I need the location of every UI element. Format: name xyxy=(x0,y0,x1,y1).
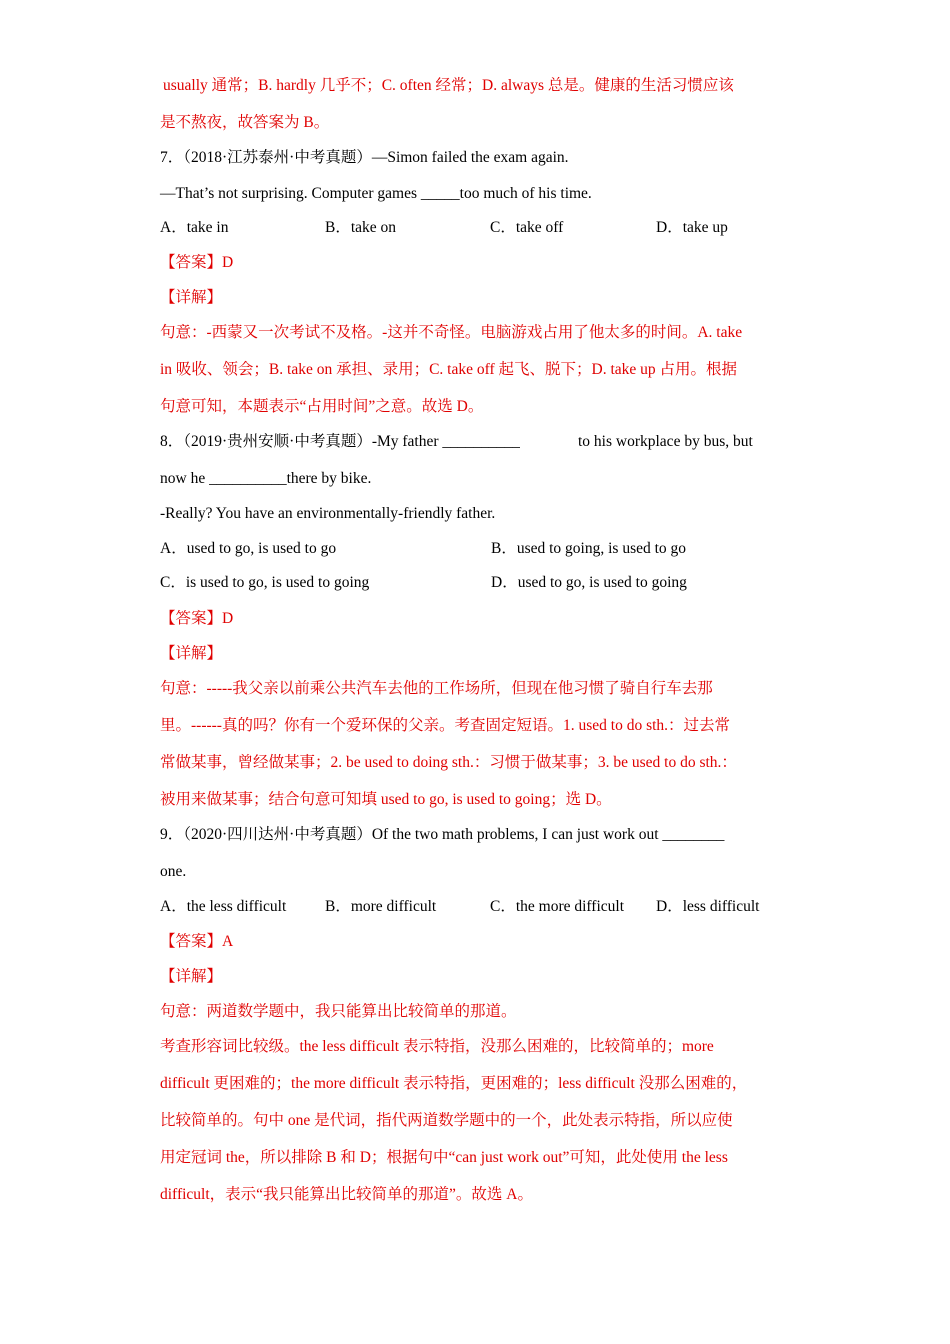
q9-stem-line-1: 9．（2020·四川达州·中考真题）Of the two math problems, I can just work out ________ xyxy=(160,826,725,843)
q8-explanation-line-3: 常做某事，曾经做某事；2. be used to doing sth.：习惯于做某事；3. be used to do sth.： xyxy=(160,754,737,771)
q8-stem-line-2: now he __________there by bike. xyxy=(160,470,372,487)
q7-option-a: A．take in xyxy=(160,219,229,236)
q9-explanation-line-5: 用定冠词 the，所以排除 B 和 D；根据句中“can just work out”可知，此处使用 the less xyxy=(160,1149,728,1166)
q9-detail-label: 【详解】 xyxy=(160,968,223,985)
q8-option-b: B．used to going, is used to go xyxy=(491,540,687,557)
q9-explanation-line-3: difficult 更困难的；the more difficult 表示特指，更困难的；less difficult 没那么困难的， xyxy=(160,1075,748,1092)
q8-explanation-line-2: 里。------真的吗？你有一个爱环保的父亲。考查固定短语。1. used to do sth.：过去常 xyxy=(160,717,731,734)
q9-explanation-line-2: 考查形容词比较级。the less difficult 表示特指，没那么困难的，比较简单的；more xyxy=(160,1038,714,1055)
q9-stem-line-2: one. xyxy=(160,863,187,880)
q8-explanation-line-4: 被用来做某事；结合句意可知填 used to go, is used to going；选 D。 xyxy=(160,791,612,808)
q8-stem-line-3: -Really? You have an environmentally-friendly father. xyxy=(160,505,496,522)
q7-option-d: D．take up xyxy=(656,219,728,236)
q9-explanation-line-6: difficult，表示“我只能算出比较简单的那道”。故选 A。 xyxy=(160,1186,533,1203)
q8-option-a: A．used to go, is used to go xyxy=(160,540,337,557)
q8-answer: 【答案】D xyxy=(160,610,234,627)
q9-option-b: B．more difficult xyxy=(325,898,437,915)
q9-option-a: A．the less difficult xyxy=(160,898,287,915)
q7-detail-label: 【详解】 xyxy=(160,289,223,306)
q9-option-d: D．less difficult xyxy=(656,898,760,915)
q7-stem-line-2: —That’s not surprising. Computer games _____too much of his time. xyxy=(160,185,592,202)
q7-explanation-line-1: 句意：-西蒙又一次考试不及格。-这并不奇怪。电脑游戏占用了他太多的时间。A. take xyxy=(160,324,743,341)
q8-option-d: D．used to go, is used to going xyxy=(491,574,687,591)
q7-option-c: C．take off xyxy=(490,219,564,236)
q7-explanation-line-3: 句意可知，本题表示“占用时间”之意。故选 D。 xyxy=(160,398,484,415)
q8-detail-label: 【详解】 xyxy=(160,645,223,662)
q8-stem-line-1b: to his workplace by bus, but xyxy=(578,433,753,450)
q7-answer: 【答案】D xyxy=(160,254,234,271)
q9-answer: 【答案】A xyxy=(160,933,234,950)
q6-explanation-line-1: usually 通常；B. hardly 几乎不；C. often 经常；D. always 总是。健康的生活习惯应该 xyxy=(163,77,734,94)
q9-explanation-line-1: 句意：两道数学题中，我只能算出比较简单的那道。 xyxy=(160,1003,517,1020)
q9-option-c: C．the more difficult xyxy=(490,898,625,915)
q7-explanation-line-2: in 吸收、领会；B. take on 承担、录用；C. take off 起飞、脱下；D. take up 占用。根据 xyxy=(160,361,738,378)
q7-option-b: B．take on xyxy=(325,219,397,236)
q9-explanation-line-4: 比较简单的。句中 one 是代词，指代两道数学题中的一个，此处表示特指，所以应使 xyxy=(160,1112,733,1129)
q6-explanation-line-2: 是不熬夜，故答案为 B。 xyxy=(160,114,330,131)
q8-explanation-line-1: 句意：-----我父亲以前乘公共汽车去他的工作场所，但现在他习惯了骑自行车去那 xyxy=(160,680,713,697)
q8-stem-line-1a: 8．（2019·贵州安顺·中考真题）-My father __________ xyxy=(160,433,520,450)
q7-stem-line-1: 7．（2018·江苏泰州·中考真题）—Simon failed the exam again. xyxy=(160,149,569,166)
q8-option-c: C．is used to go, is used to going xyxy=(160,574,370,591)
